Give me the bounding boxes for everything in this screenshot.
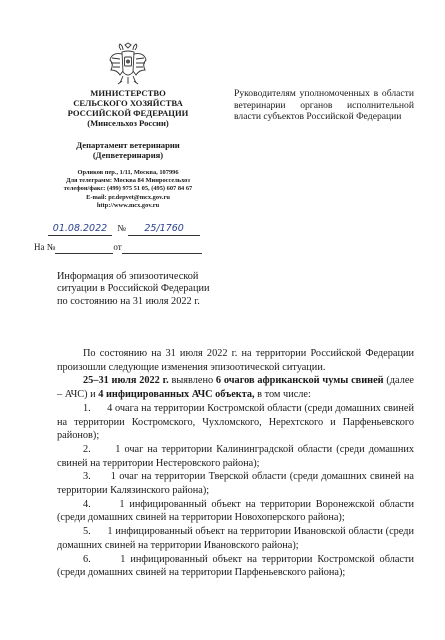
item-number: 2.: [83, 443, 91, 455]
coat-of-arms-icon: [108, 42, 148, 86]
telegram-line: Для телеграмм: Москва 84 Минроссельхоз: [66, 177, 190, 185]
period: 25–31 июля 2022 г.: [83, 375, 169, 387]
ministry-line: РОССИЙСКОЙ ФЕДЕРАЦИИ: [67, 108, 189, 118]
intro-paragraph: По состоянию на 31 июля 2022 г. на территории Российской Федерации произошли следующие изменения эпизоотической ситуации.: [57, 348, 414, 373]
list-item: [57, 525, 414, 552]
item-text: 1 инфицированный объект на территории Костромской области (среди домашних свиней на территории Парфеньевского района);: [57, 553, 414, 579]
contact-block: [32, 169, 224, 210]
foci-count: 6 очагов африканской чумы свиней: [215, 375, 384, 387]
department-line: (Депветеринария): [92, 150, 164, 160]
subject-line: ситуации в Российской Федерации: [57, 283, 210, 295]
item-text: 1 инфицированный объект на территории Воронежской области (среди домашних свиней на территории Новохоперского района);: [57, 498, 414, 524]
reg-date-field: [48, 222, 112, 236]
list-item: [57, 443, 414, 470]
ministry-name: [32, 88, 224, 128]
item-number: 3.: [83, 471, 91, 483]
item-text: 1 очаг на территории Калининградской области (среди домашних свиней на территории Нестеровского района);: [57, 443, 414, 469]
addressee: Руководителям уполномоченных в области ветеринарии органов исполнительной власти субъектов Российской Федерации: [234, 88, 414, 123]
reg-number-field: [128, 222, 200, 236]
list-item: [57, 553, 414, 580]
phone-line: телефон/факс: (499) 975 51 05, (495) 607 84 67: [63, 185, 193, 193]
department-line: Департамент ветеринарии: [76, 140, 180, 150]
item-number: 5.: [83, 526, 91, 538]
reply-to-field: [55, 241, 113, 254]
reply-line: [34, 241, 202, 254]
summary-text: (далее – АЧС) и: [57, 375, 414, 401]
list-item: [57, 402, 414, 443]
item-number: 4.: [83, 498, 91, 510]
subject-line: Информация об эпизоотической: [57, 271, 199, 282]
item-text: 4 очага на территории Костромской области (среди домашних свиней на территории Костромского, Чухломского, Нерехтского и Парфеньевского районов);: [57, 402, 414, 442]
summary-text: выявлено: [168, 375, 216, 387]
reply-from-label: от: [113, 242, 122, 252]
reg-date: 01.08.2022: [52, 223, 108, 234]
registration-line: [48, 222, 200, 236]
list-item: [57, 470, 414, 497]
subject: [57, 271, 257, 308]
reg-number: 25/1760: [144, 223, 184, 234]
list-item: [57, 498, 414, 525]
reply-to-label: На №: [34, 242, 56, 252]
summary-paragraph: [57, 374, 414, 401]
subject-line: по состоянию на 31 июля 2022 г.: [57, 295, 200, 307]
website-line: http://www.mcx.gov.ru: [96, 201, 160, 209]
item-text: 1 очаг на территории Тверской области (среди домашних свиней на территории Калязинского района);: [57, 471, 414, 497]
reg-no-label: №: [117, 223, 126, 233]
summary-text: в том числе:: [254, 389, 311, 401]
address-line: Орликов пер., 1/11, Москва, 107996: [77, 169, 179, 176]
email-line: E-mail: pr.depvet@mcx.gov.ru: [86, 193, 170, 201]
item-number: 6.: [83, 553, 91, 565]
objects-count: 4 инфицированных АЧС объекта,: [98, 389, 255, 401]
letter-body: [57, 347, 414, 580]
item-number: 1.: [83, 402, 91, 414]
item-text: 1 инфицированный объект на территории Ивановской области (среди домашних свиней на территории Ивановского района);: [57, 526, 414, 551]
department-name: [32, 140, 224, 160]
ministry-line: СЕЛЬСКОГО ХОЗЯЙСТВА: [73, 98, 183, 108]
ministry-line: (Минсельхоз России): [87, 118, 169, 128]
ministry-line: МИНИСТЕРСТВО: [90, 88, 166, 98]
reply-from-field: [122, 241, 202, 254]
